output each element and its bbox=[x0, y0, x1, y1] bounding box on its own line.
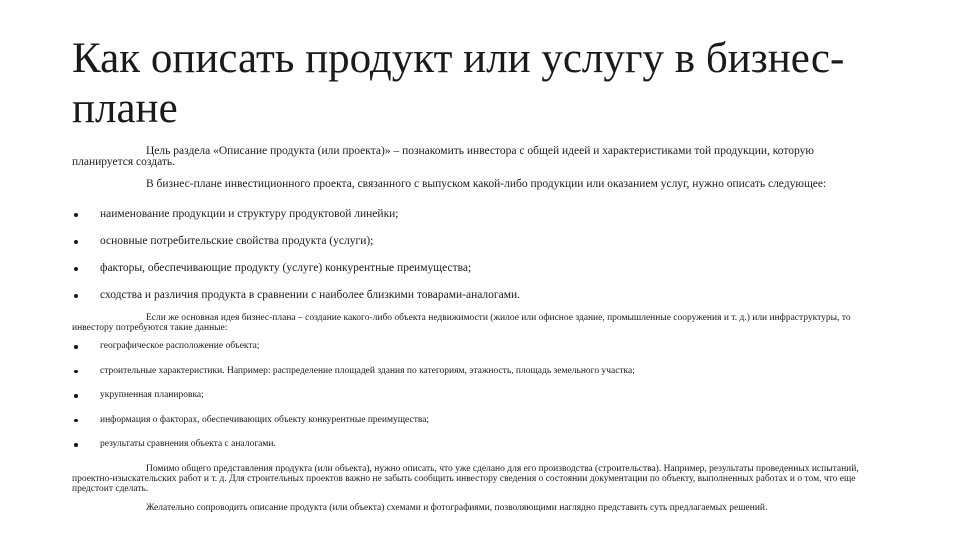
list-item bbox=[72, 365, 892, 390]
list-item-text: факторы, обеспечивающие продукту (услуге) конкурентные преимущества; bbox=[100, 262, 472, 274]
list-item-text: наименование продукции и структуру продуктовой линейки; bbox=[100, 208, 399, 220]
list-item bbox=[72, 389, 892, 414]
list-item-text: информация о факторах, обеспечивающих объекту конкурентные преимущества; bbox=[100, 414, 430, 425]
list-item-text: географическое расположение объекта; bbox=[100, 341, 260, 351]
list-item bbox=[72, 261, 892, 288]
slide-title: Как описать продукт или услугу в бизнес-плане bbox=[72, 35, 845, 132]
paragraph-goal: Цель раздела «Описание продукта (или проекта)» – познакомить инвестора с общей идеей и характеристиками той продукции, которую планируется создать. bbox=[72, 145, 814, 168]
list-item bbox=[72, 414, 892, 439]
bullet-icon bbox=[74, 443, 78, 447]
list-item-text: основные потребительские свойства продукта (услуги); bbox=[100, 235, 374, 247]
bullet-icon bbox=[74, 213, 78, 217]
list-item bbox=[72, 288, 892, 315]
bullet-icon bbox=[74, 345, 78, 349]
list-item bbox=[72, 340, 892, 365]
bullet-icon bbox=[74, 419, 78, 423]
list-item-text: строительные характеристики. Например: распределение площадей здания по категориям, этажность, площадь земельного участка; bbox=[100, 365, 635, 376]
paragraph-object-intro: Если же основная идея бизнес-плана – создание какого-либо объекта недвижимости (жилое или офисное здание, промышленные сооружения и т. д.) или инфраструктуры, то инвестору потребуются такие данные: bbox=[72, 313, 851, 333]
paragraph-illustrations: Желательно сопроводить описание продукта (или объекта) схемами и фотографиями, позволяющими наглядно представить суть предлагаемых решений. bbox=[146, 503, 768, 513]
bullet-icon bbox=[74, 394, 78, 398]
list-item-text: результаты сравнения объекта с аналогами. bbox=[100, 439, 276, 449]
product-list bbox=[72, 207, 892, 315]
paragraph-progress: Помимо общего представления продукта (или объекта), нужно описать, что уже сделано для его производства (строительства). Например, результаты проведенных испытаний, проектно-изыскательских работ и т. д. Для строительных проектов важно не забыть сообщить инвестору сведения о состоянии документации по объекту, выполненных работах и о том, что еще предстоит сделать. bbox=[72, 464, 859, 494]
list-item bbox=[72, 234, 892, 261]
object-list bbox=[72, 340, 892, 463]
bullet-icon bbox=[74, 267, 78, 271]
list-item bbox=[72, 207, 892, 234]
list-item-text: укрупненная планировка; bbox=[100, 390, 204, 400]
bullet-icon bbox=[74, 240, 78, 244]
list-item-text: сходства и различия продукта в сравнении с наиболее близкими товарами-аналогами. bbox=[100, 289, 521, 301]
bullet-icon bbox=[74, 294, 78, 298]
paragraph-product-intro: В бизнес-плане инвестиционного проекта, связанного с выпуском какой-либо продукции или оказанием услуг, нужно описать следующее: bbox=[146, 178, 827, 190]
bullet-icon bbox=[74, 370, 78, 374]
list-item bbox=[72, 438, 892, 463]
